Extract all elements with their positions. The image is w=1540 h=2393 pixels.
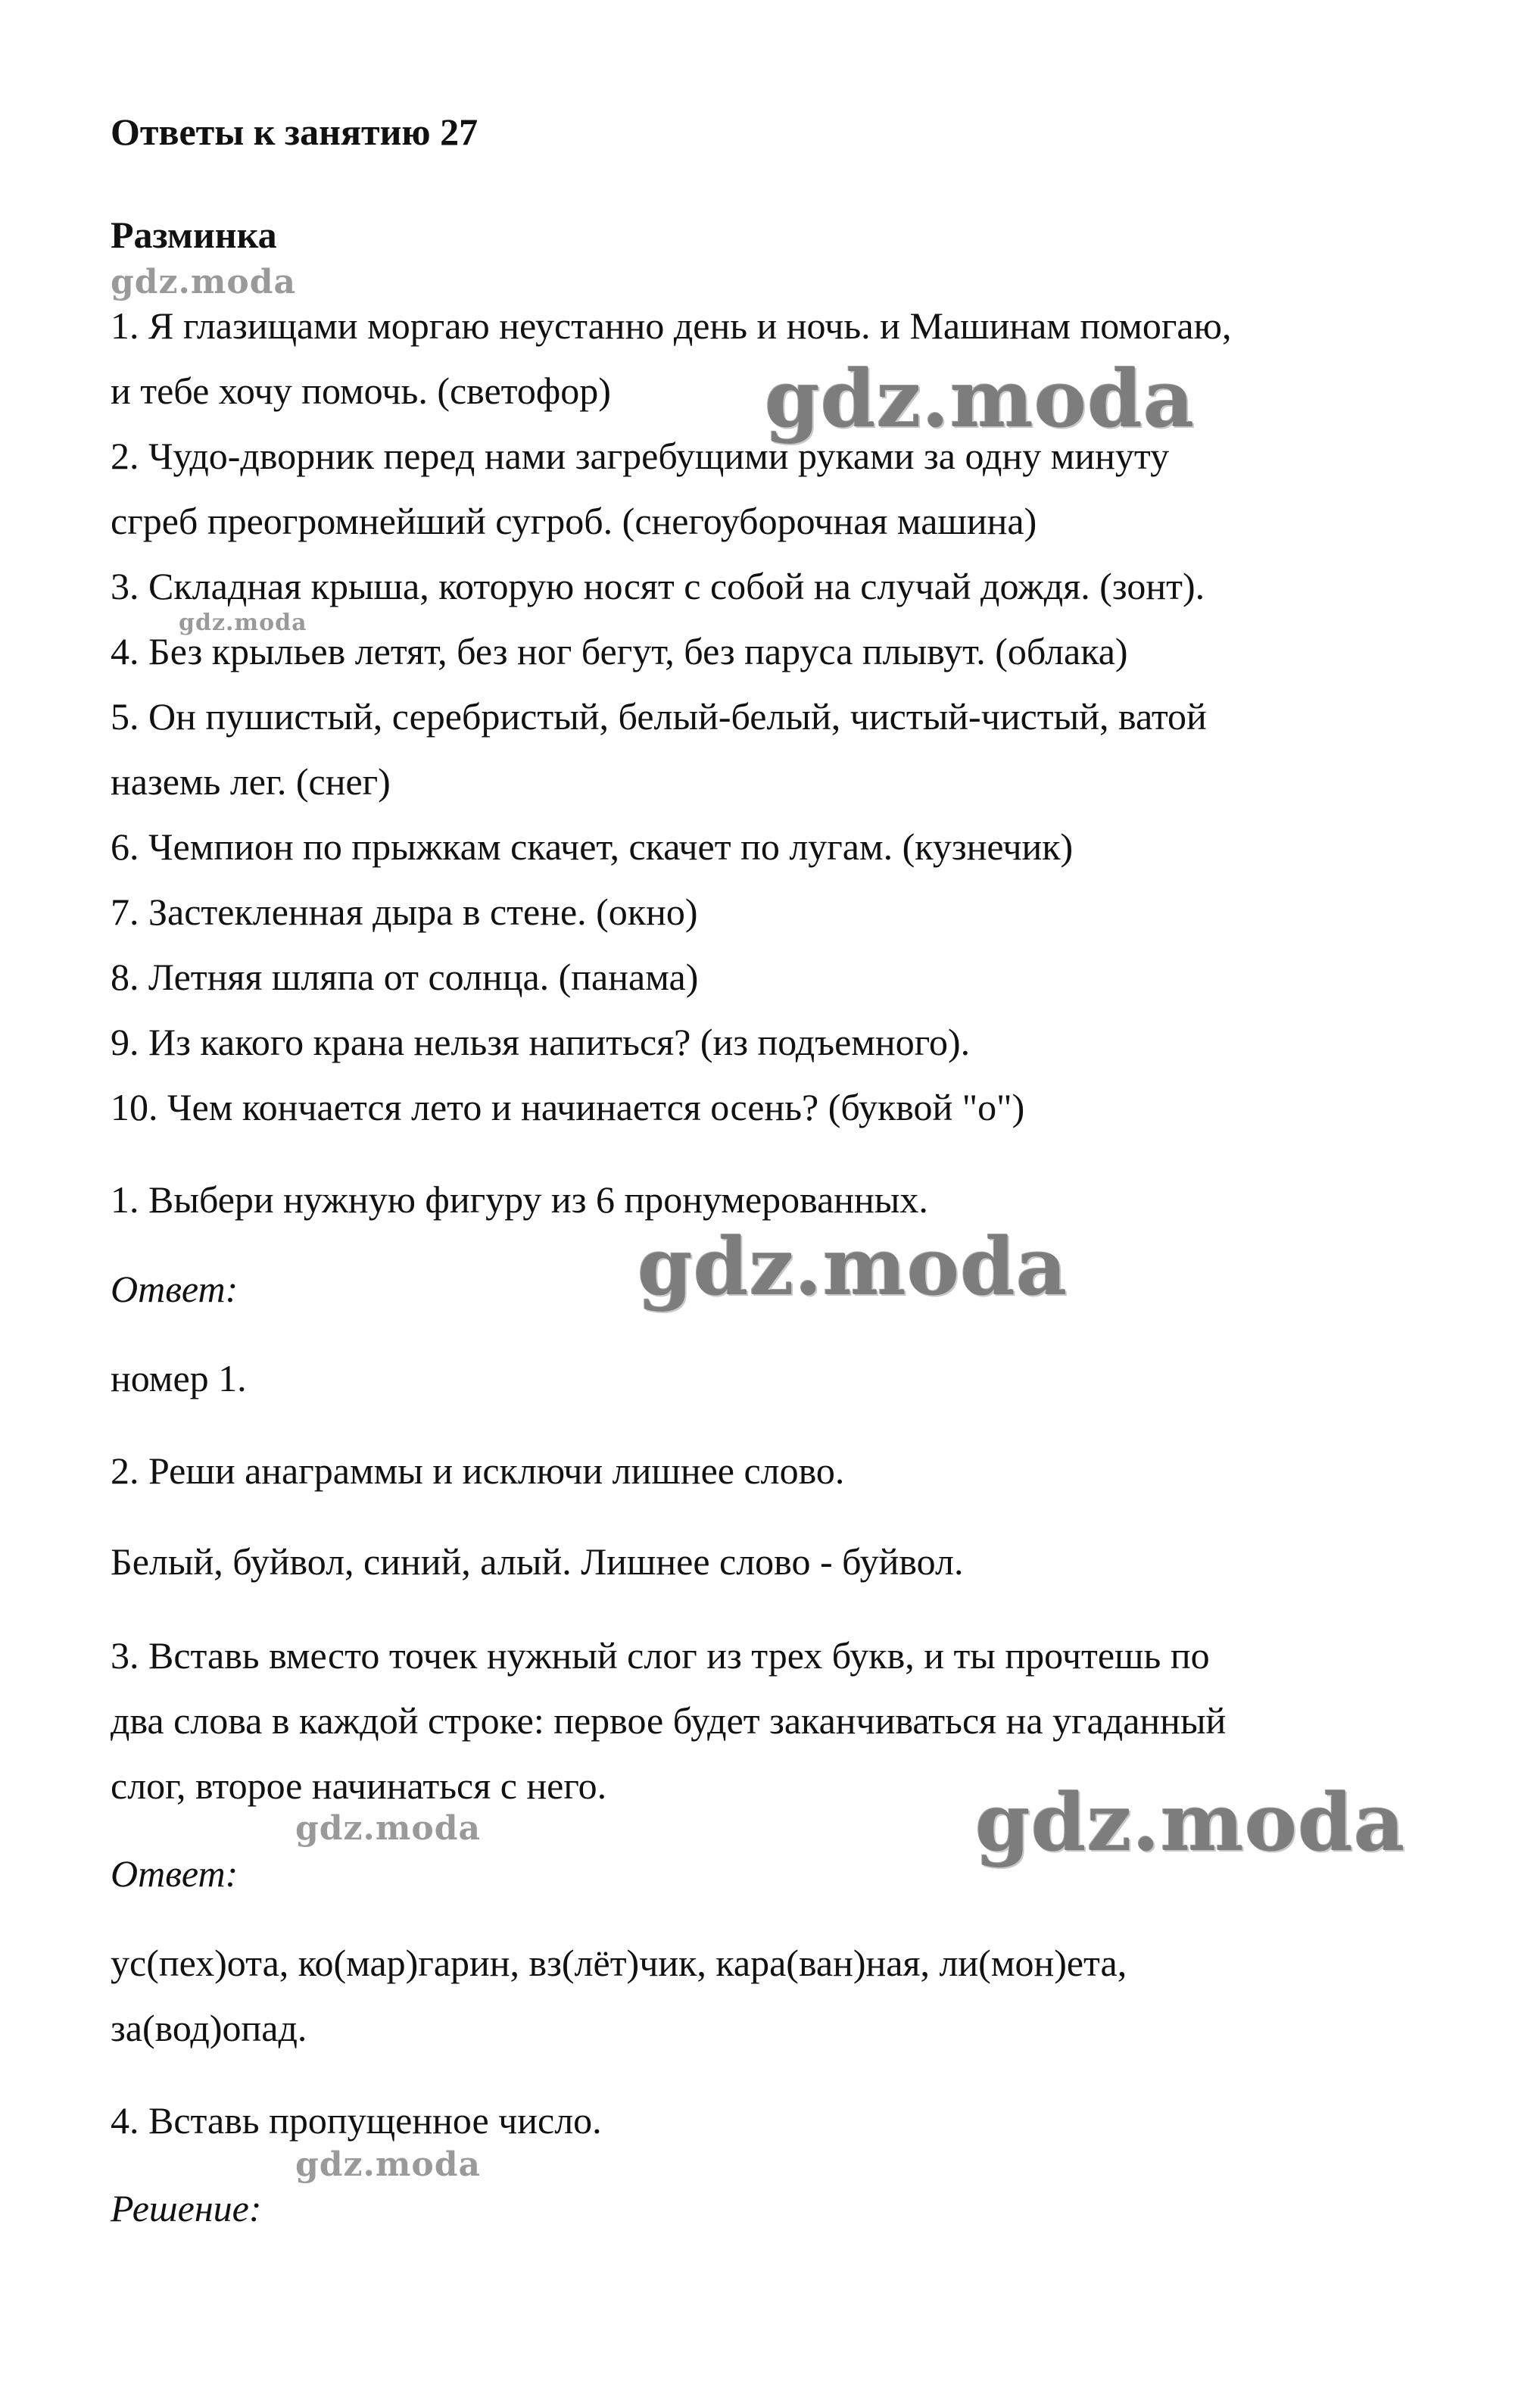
watermark: gdz.moda <box>295 2145 482 2184</box>
riddle-line: 3. Складная крыша, которую носят с собой на случай дождя. (зонт). <box>111 565 1205 607</box>
riddle-line: наземь лег. (снег) <box>111 760 391 803</box>
riddle-line: 5. Он пушистый, серебристый, белый-белый, чистый-чистый, ватой <box>111 695 1207 738</box>
riddle-line: 1. Я глазищами моргаю неустанно день и ночь. и Машинам помогаю, <box>111 304 1232 347</box>
watermark: gdz.moda <box>295 1809 482 1848</box>
task2-question: 2. Реши анаграммы и исключи лишнее слово. <box>111 1449 845 1492</box>
task4-solution-label: Решение: <box>111 2187 262 2229</box>
task3-answer-line: ус(пех)ота, ко(мар)гарин, вз(лёт)чик, кара(ван)ная, ли(мон)ета, <box>111 1942 1127 1984</box>
riddle-line: 7. Застекленная дыра в стене. (окно) <box>111 891 698 933</box>
task3-question-line: слог, второе начинаться с него. <box>111 1764 607 1807</box>
riddle-line: 10. Чем кончается лето и начинается осень? (буквой "о") <box>111 1086 1025 1128</box>
riddle-line: 4. Без крыльев летят, без ног бегут, без паруса плывут. (облака) <box>111 630 1128 672</box>
task4-question: 4. Вставь пропущенное число. <box>111 2099 602 2142</box>
riddle-line: сгреб преогромнейший сугроб. (снегоуборочная машина) <box>111 500 1037 542</box>
task1-answer-label: Ответ: <box>111 1268 238 1310</box>
watermark: gdz.moda <box>638 1220 1068 1313</box>
riddle-line: 8. Летняя шляпа от солнца. (панама) <box>111 956 699 998</box>
watermark: gdz.moda <box>975 1776 1406 1869</box>
riddle-line: 6. Чемпион по прыжкам скачет, скачет по лугам. (кузнечик) <box>111 825 1074 868</box>
warmup-heading: Разминка <box>111 214 277 256</box>
riddle-line: 2. Чудо-дворник перед нами загребущими руками за одну минуту <box>111 435 1170 477</box>
task3-question-line: два слова в каждой строке: первое будет заканчиваться на угаданный <box>111 1699 1227 1742</box>
task1-answer: номер 1. <box>111 1357 247 1399</box>
task3-answer-line: за(вод)опад. <box>111 2007 307 2049</box>
watermark: gdz.moda <box>765 352 1196 445</box>
task3-question-line: 3. Вставь вместо точек нужный слог из трех букв, и ты прочтешь по <box>111 1634 1210 1677</box>
riddle-line: 9. Из какого крана нельзя напиться? (из подъемного). <box>111 1021 971 1063</box>
watermark: gdz.moda <box>179 610 307 636</box>
page-title: Ответы к занятию 27 <box>111 111 479 153</box>
task2-answer: Белый, буйвол, синий, алый. Лишнее слово - буйвол. <box>111 1540 964 1583</box>
task3-answer-label: Ответ: <box>111 1852 238 1895</box>
riddle-line: и тебе хочу помочь. (светофор) <box>111 370 611 412</box>
watermark: gdz.moda <box>111 263 297 301</box>
task1-question: 1. Выбери нужную фигуру из 6 пронумерованных. <box>111 1178 928 1221</box>
